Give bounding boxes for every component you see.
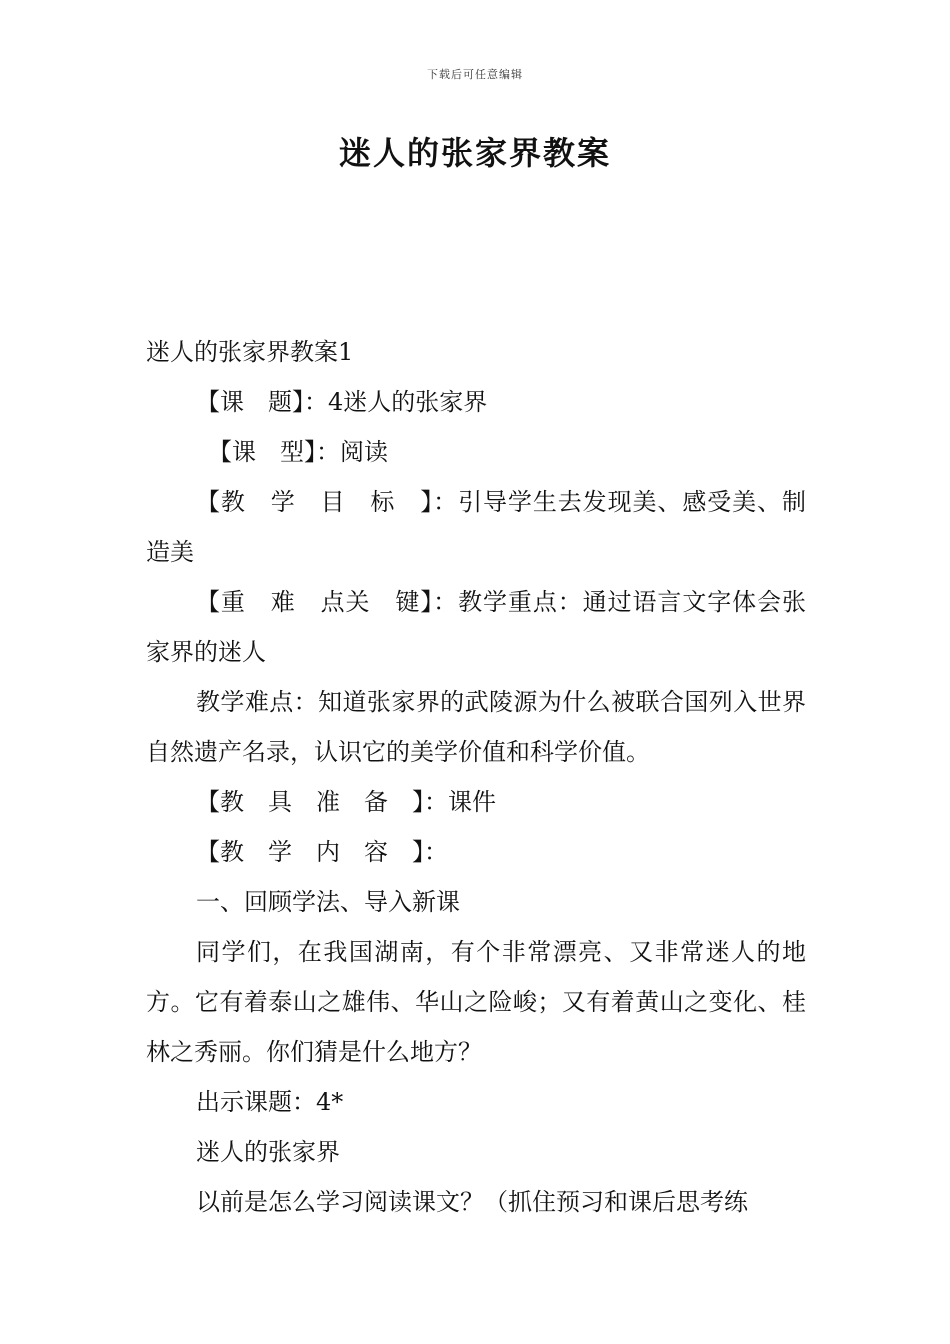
intro-paragraph: 同学们，在我国湖南，有个非常漂亮、又非常迷人的地方。它有着泰山之雄伟、华山之险峻；又有着黄山之变化、桂林之秀丽。你们猜是什么地方？ xyxy=(146,938,806,1066)
teaching-tools: 【教 具 准 备 】：课件 xyxy=(196,788,496,816)
show-topic-line: 出示课题：4* xyxy=(196,1088,344,1116)
header-note: 下载后可任意编辑 xyxy=(427,68,523,81)
topic-name-line: 迷人的张家界 xyxy=(196,1138,340,1166)
section-heading: 迷人的张家界教案1 xyxy=(146,338,354,366)
question-line: 以前是怎么学习阅读课文？（抓住预习和课后思考练 xyxy=(196,1188,748,1216)
lesson-topic: 【课 题】：4迷人的张家界 xyxy=(196,388,488,416)
step-one-heading: 一、回顾学法、导入新课 xyxy=(196,888,460,916)
key-points: 【重 难 点关 键】：教学重点：通过语言文字体会张家界的迷人 xyxy=(146,588,806,666)
document-body xyxy=(146,327,806,1227)
document-title: 迷人的张家界教案 xyxy=(338,134,611,172)
teaching-goal: 【教 学 目 标 】：引导学生去发现美、感受美、制造美 xyxy=(146,488,806,566)
teaching-content-label: 【教 学 内 容 】： xyxy=(196,838,448,866)
lesson-type: 【课 型】：阅读 xyxy=(208,438,388,466)
difficult-points: 教学难点：知道张家界的武陵源为什么被联合国列入世界自然遗产名录，认识它的美学价值和科学价值。 xyxy=(146,688,806,766)
